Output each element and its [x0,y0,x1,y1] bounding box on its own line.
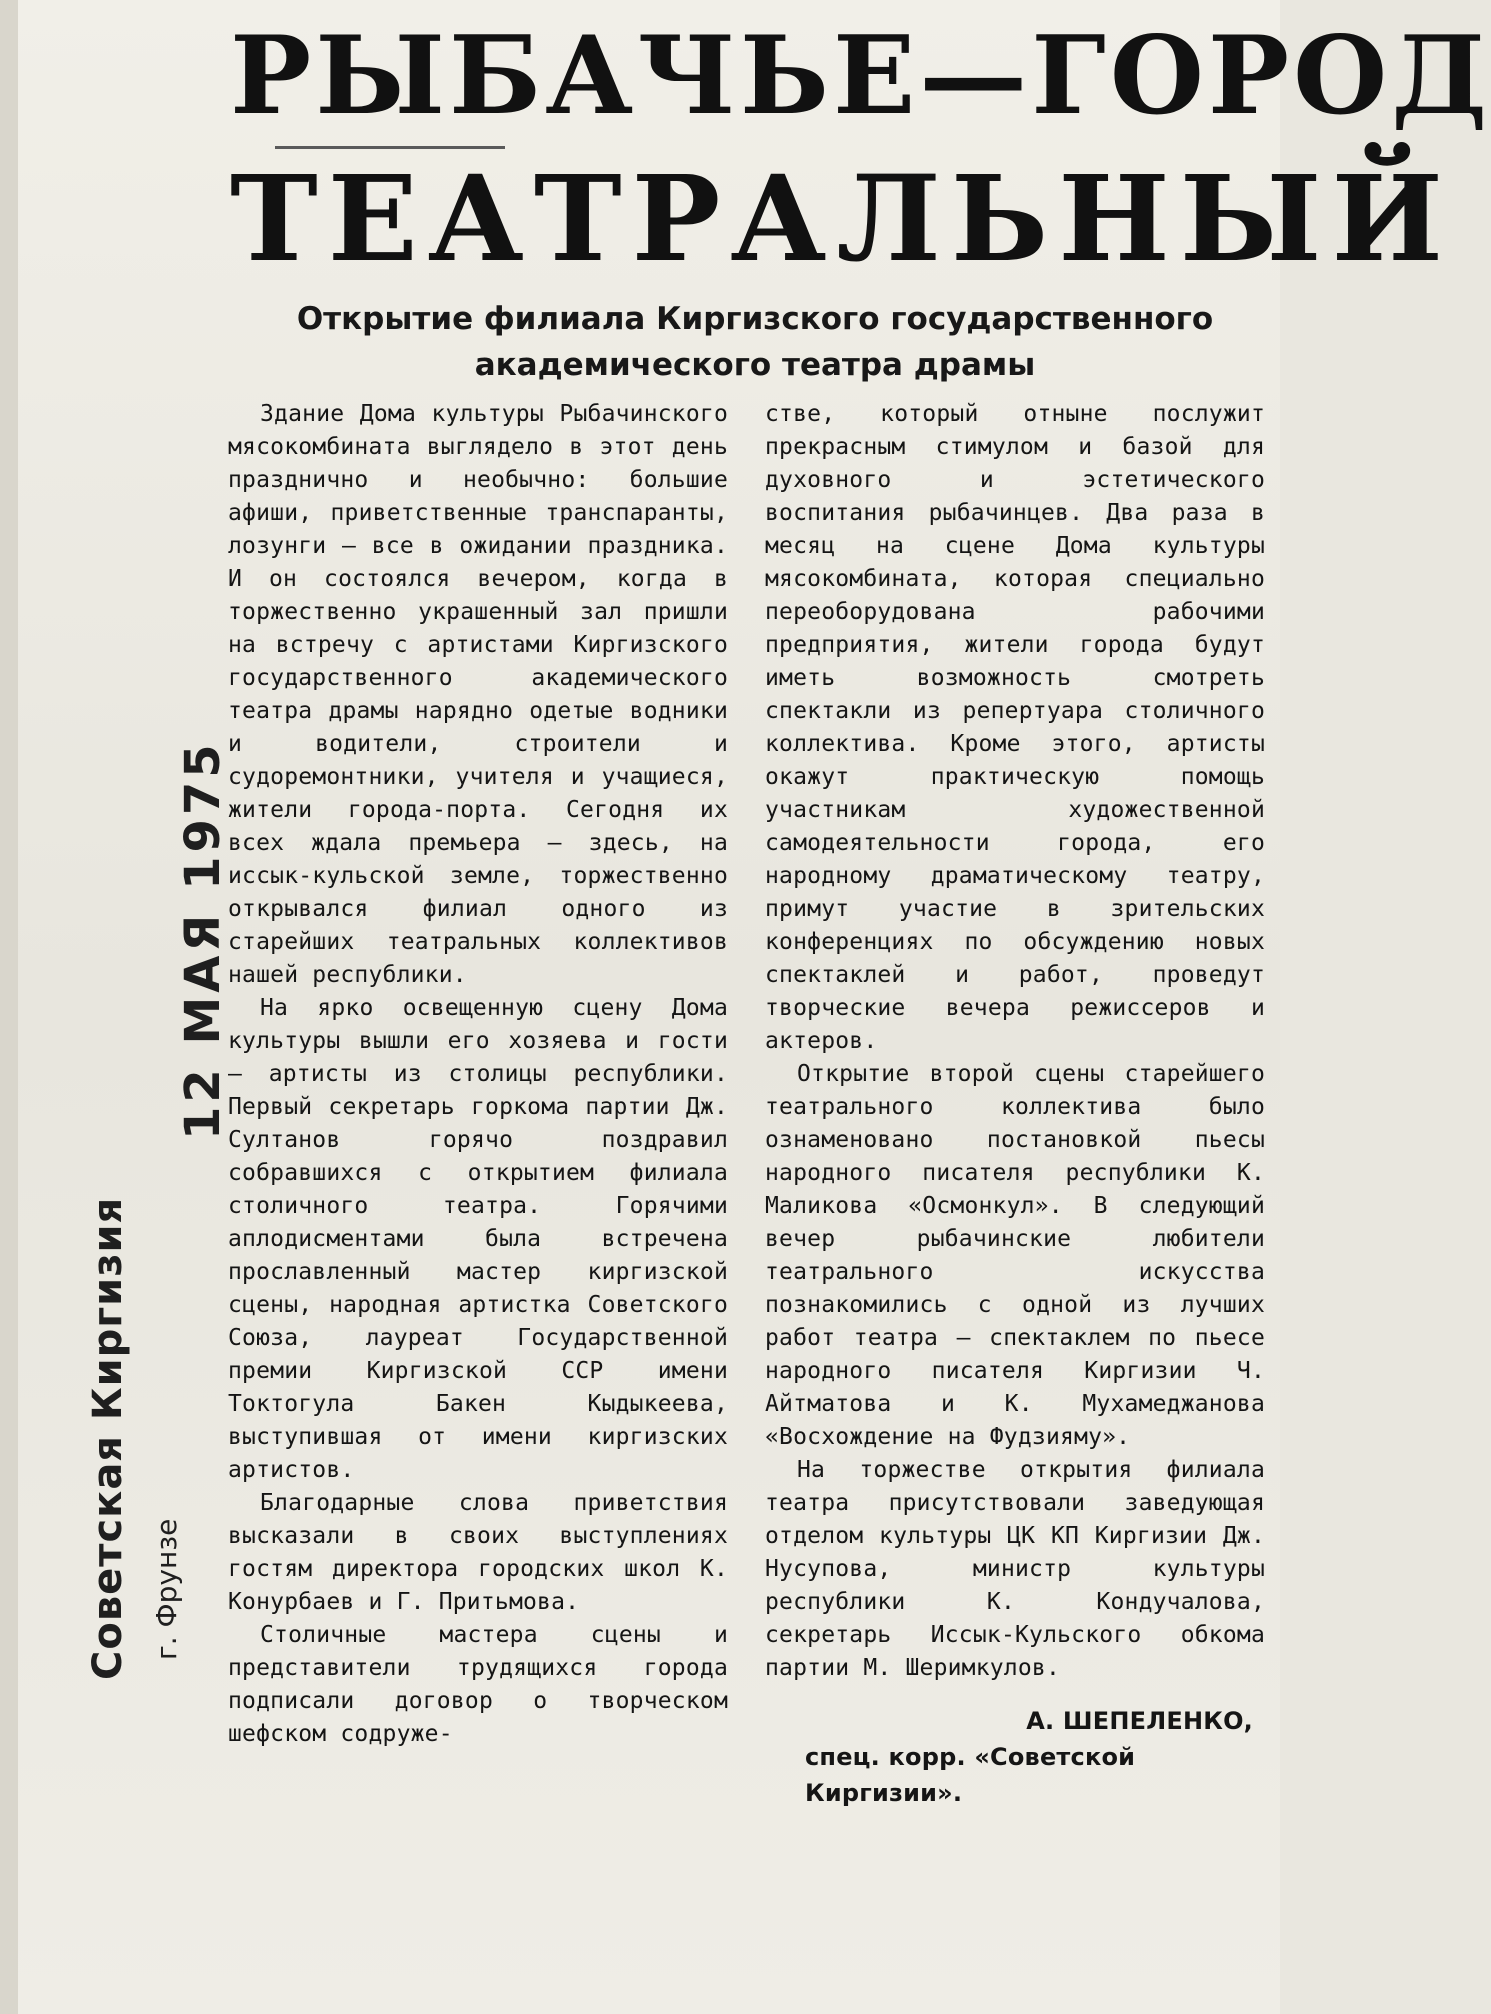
headline-line-2: ТЕАТРАЛЬНЫЙ [230,149,1453,288]
article-column-left [228,398,728,1751]
subheadline-line-2: академического театра драмы [474,347,1036,383]
paper-edge [0,0,18,2014]
paragraph: На ярко освещенную сцену Дома культуры вышли его хозяева и гости — артисты из столицы республики. Первый секретарь горкома партии Дж. Султанов горячо поздравил собравшихся с открытием филиала столичного театра. Горячими аплодисментами была встречена прославленный мастер киргизской сцены, народная артистка Советского Союза, лауреат Государственной премии Киргизской ССР имени Токтогула Бакен Кыдыкеева, выступившая от имени киргизских артистов. [228,995,728,1483]
paragraph: стве, который отныне послужит прекрасным стимулом и базой для духовного и эстетического воспитания рыбачинцев. Два раза в месяц на сцене Дома культуры мясокомбината, которая специально переоборудована рабочими предприятия, жители города будут иметь возможность смотреть спектакли из репертуара столичного коллектива. Кроме этого, артисты окажут практическую помощь участникам художественной самодеятельности города, его народному драматическому театру, примут участие в зрительских конференциях по обсуждению новых спектаклей и работ, проведут творческие вечера режиссеров и актеров. [765,401,1265,1054]
paragraph: Открытие второй сцены старейшего театрального коллектива было ознаменовано постановкой пьесы народного писателя республики К. Маликова «Осмонкул». В следующий вечер рыбачинские любители театрального искусства познакомились с одной из лучших работ театра — спектаклем по пьесе народного писателя Киргизии Ч. Айтматова и К. Мухамеджанова «Восхождение на Фудзияму». [765,1061,1265,1450]
paragraph: Благодарные слова приветствия высказали в своих выступлениях гостям директора городских школ К. Конурбаев и Г. Притьмова. [228,1490,728,1615]
city-stamp: г. Фрунзе [150,1518,183,1660]
headline-line-1: РЫБАЧЬЕ—ГОРОД [230,13,1491,139]
byline [765,1703,1265,1811]
author-name: А. ШЕПЕЛЕНКО, [1026,1707,1253,1735]
decorative-rule [275,146,505,149]
article-column-right [765,398,1265,1811]
paragraph: На торжестве открытия филиала театра присутствовали заведующая отделом культуры ЦК КП Киргизии Дж. Нусупова, министр культуры республики К. Кондучалова, секретарь Иссык-Кульского обкома партии М. Шеримкулов. [765,1457,1265,1681]
newspaper-stamp: Советская Киргизия [85,1196,131,1680]
headline [230,13,1491,288]
date-stamp: 12 МАЯ 1975 [175,740,231,1140]
paragraph: Столичные мастера сцены и представители трудящихся города подписали договор о творческом шефском содруже- [228,1622,728,1747]
subheadline-line-1: Открытие филиала Киргизского государственного [296,301,1214,337]
subheadline [270,296,1240,388]
paragraph: Здание Дома культуры Рыбачинского мясокомбината выглядело в этот день празднично и необычно: большие афиши, приветственные транспаранты, лозунги — все в ожидании праздника. И он состоялся вечером, когда в торжественно украшенный зал пришли на встречу с артистами Киргизского государственного академического театра драмы нарядно одетые водники и водители, строители и судоремонтники, учителя и учащиеся, жители города-порта. Сегодня их всех ждала премьера — здесь, на иссык-кульской земле, торжественно открывался филиал одного из старейших театральных коллективов нашей республики. [228,401,728,988]
author-position: спец. корр. «Советской Киргизии». [805,1743,1136,1807]
